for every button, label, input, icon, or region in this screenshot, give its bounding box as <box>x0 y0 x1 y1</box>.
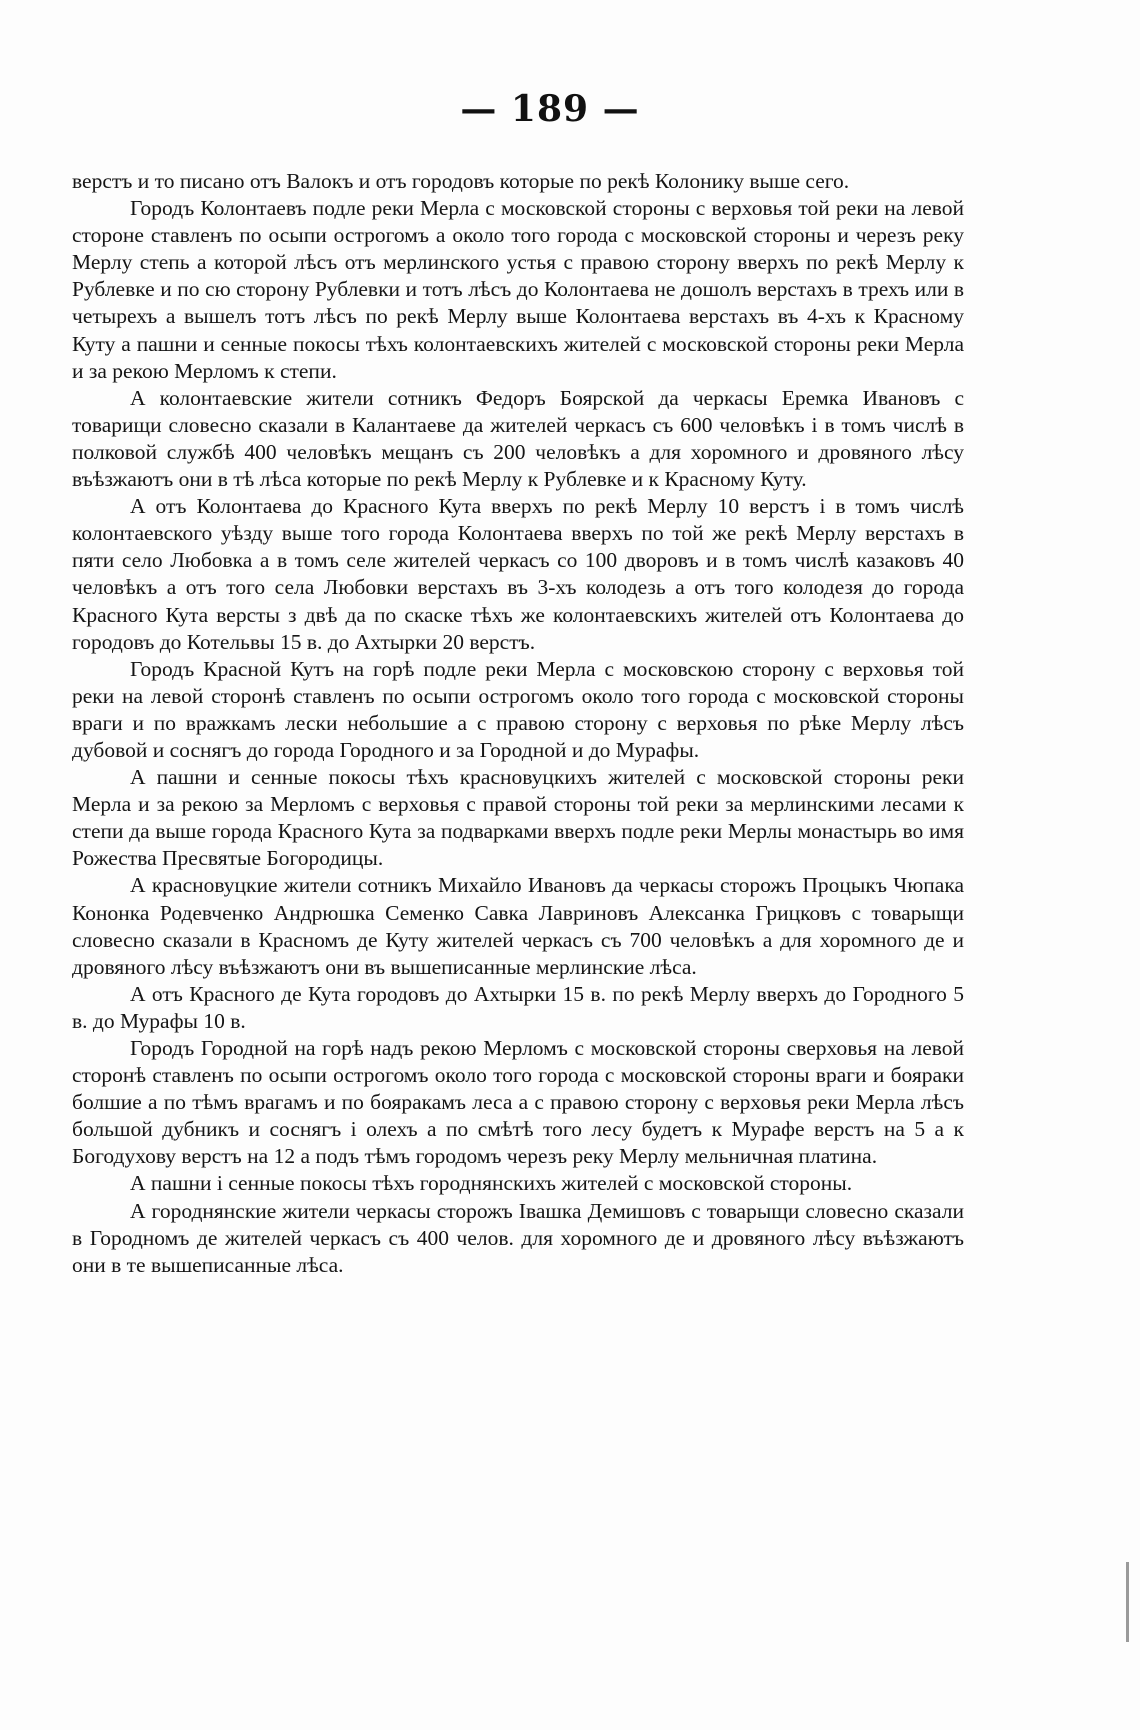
paragraph: А отъ Красного де Кута городовъ до Ахтырки 15 в. по рекѣ Мерлу вверхъ до Городного 5 в. до Мурафы 10 в. <box>72 981 964 1033</box>
paragraph: А отъ Колонтаева до Красного Кута вверхъ по рекѣ Мерлу 10 верстъ і в томъ числѣ колонтаевского уѣзду выше того города Колонтаева вверхъ по той же рекѣ Мерлу верстахъ в пяти село Любовка а в томъ селе жителей черкасъ со 100 дворовъ и в томъ числѣ казаковъ 40 человѣкъ а отъ того села Любовки верстахъ въ 3-хъ колодезь а отъ того колодезя до города Красного Кута версты з двѣ да по скаске тѣхъ же колонтаевскихъ жителей отъ Колонтаева до городовъ до Котельвы 15 в. до Ахтырки 20 верстъ. <box>72 494 964 654</box>
paragraph: Городъ Красной Кутъ на горѣ подле реки Мерла с московскою сторону с верховья той реки на левой сторонѣ ставленъ по осыпи острогомъ около того города с московской стороны враги и по вражкамъ лески небольшие а с правою сторону с верховья по рѣке Мерлу лѣсъ дубовой и соснягъ до города Городного и за Городной и до Мурафы. <box>72 656 964 762</box>
body-text <box>72 168 964 1279</box>
paragraph: верстъ и то писано отъ Валокъ и отъ городовъ которые по рекѣ Колонику выше сего. <box>72 169 850 193</box>
paragraph: А красновуцкие жители сотникъ Михайло Ивановъ да черкасы сторожъ Процыкъ Чюпака Кононка Родевченко Андрюшка Семенко Савка Лавриновъ Алексанка Грицковъ с товарыщи словесно сказали в Красномъ де Куту жителей черкасъ съ 700 человѣкъ а для хоромного де и дровяного лѣсу въѣзжаютъ они въ вышеписанные мерлинские лѣса. <box>72 873 964 979</box>
paragraph: А колонтаевские жители сотникъ Федоръ Боярской да черкасы Еремка Ивановъ с товарищи словесно сказали в Калантаеве да жителей черкасъ съ 600 человѣкъ і в томъ числѣ в полковой службѣ 400 человѣкъ мещанъ съ 200 человѣкъ а для хоромного и дровяного лѣсу въѣзжаютъ они в тѣ лѣса которые по рекѣ Мерлу к Рублевке и к Красному Куту. <box>72 385 964 492</box>
paragraph: А пашни и сенные покосы тѣхъ красновуцкихъ жителей с московской стороны реки Мерла и за рекою за Мерломъ с верховья с правой стороны той реки за мерлинскими лесами к степи да выше города Красного Кута за подварками вверхъ подле реки Мерлы монастырь во имя Рожества Пресвятые Богородицы. <box>72 765 964 871</box>
paragraph: Городъ Городной на горѣ надъ рекою Мерломъ с московской стороны сверховья на левой сторонѣ ставленъ по осыпи острогомъ около того города с московской стороны враги и бояраки болшие а по тѣмъ врагамъ и по бояракамъ леса а с правою сторону с верховья реки Мерла лѣсъ большой дубникъ и соснягъ і олехъ а по смѣтѣ того лесу будетъ к Мурафе верстъ на 5 а к Богодухову верстъ на 12 а подъ тѣмъ городомъ черезъ реку Мерлу мельничная платина. <box>72 1036 964 1169</box>
paragraph: А городнянские жители черкасы сторожъ Івашка Демишовъ с товарыщи словесно сказали в Городномъ де жителей черкасъ съ 400 челов. для хоромного де и дровяного лѣсу въѣзжаютъ они в те вышеписанные лѣса. <box>72 1198 964 1277</box>
page-number: — 189 — <box>460 88 640 130</box>
scan-edge-mark <box>1126 1562 1129 1642</box>
paragraph: Городъ Колонтаевъ подле реки Мерла с московской стороны с верховья той реки на левой стороне ставленъ по осыпи острогомъ а около того города с московской стороны и черезъ реку Мерлу степь а которой лѣсъ отъ мерлинского устья с правою сторону вверхъ по рекѣ Мерлу к Рублевке и по сю сторону Рублевки и тотъ лѣсъ до Колонтаева не дошолъ верстахъ в трехъ или в четырехъ а вышелъ тотъ лѣсъ по рекѣ Мерлу выше Колонтаева верстахъ въ 4-хъ к Красному Куту а пашни и сенные покосы тѣхъ колонтаевскихъ жителей с московской стороны реки Мерла и за рекою Мерломъ к степи. <box>72 196 964 383</box>
paragraph: А пашни і сенные покосы тѣхъ городнянскихъ жителей с московской стороны. <box>130 1171 853 1196</box>
